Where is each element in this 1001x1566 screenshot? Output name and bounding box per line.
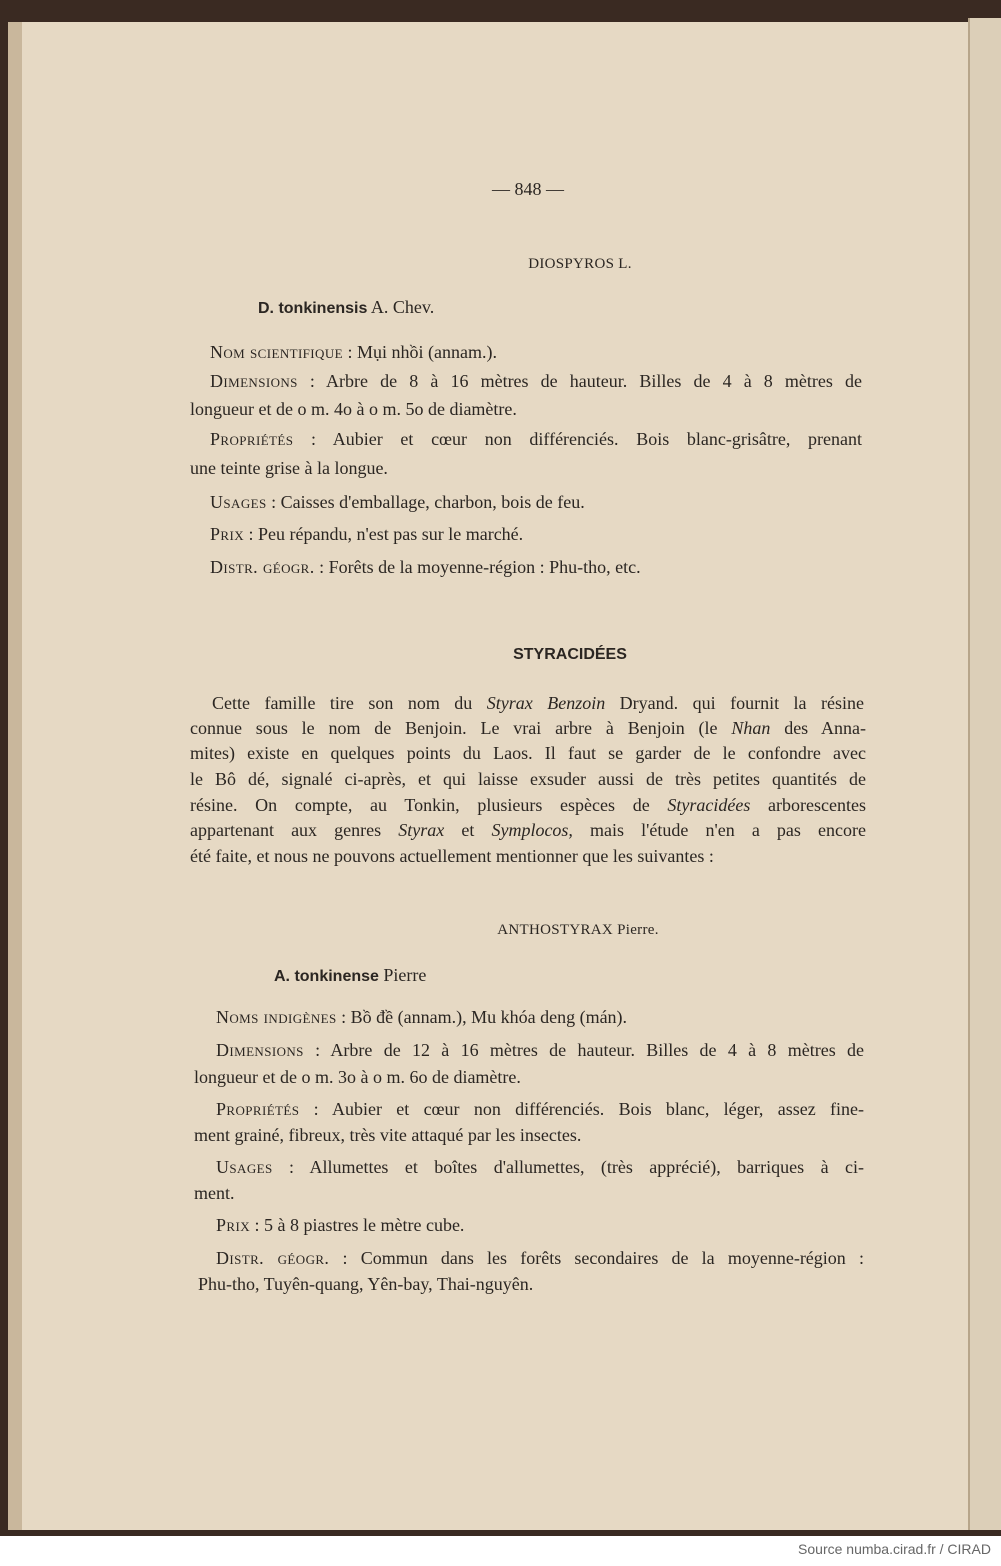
species-heading	[258, 295, 434, 321]
source-credit: Source numba.cirad.fr / CIRAD	[798, 1541, 991, 1557]
entry-proprietes: Propriétés : Aubier et cœur non différenciés. Bois blanc-grisâtre, prenant	[210, 429, 862, 449]
family-para-line-7: été faite, et nous ne pouvons actuellement mentionner que les suivantes :	[190, 846, 714, 866]
entry2-usages: Usages : Allumettes et boîtes d'allumettes, (très apprécié), barriques à ci-	[216, 1157, 864, 1177]
family-para-line-5: résine. On compte, au Tonkin, plusieurs espèces de Styracidées arborescentes	[190, 795, 867, 815]
species2-heading	[274, 963, 426, 989]
entry2-dimensions: Dimensions : Arbre de 12 à 16 mètres de hauteur. Billes de 4 à 8 mètres de	[216, 1040, 865, 1060]
entry2-distr-geogr: Distr. géogr. : Commun dans les forêts secondaires de la moyenne-région :	[216, 1248, 864, 1268]
entry-prix: Prix : Peu répandu, n'est pas sur le marché.	[210, 524, 524, 544]
family-para-line-6: appartenant aux genres Styrax et Symplocos, mais l'étude n'en a pas encore	[190, 820, 866, 840]
genus-title: DIOSPYROS L.	[528, 256, 632, 272]
page-number: — 848 —	[492, 179, 564, 199]
family-para-line-2: connue sous le nom de Benjoin. Le vrai arbre à Benjoin (le Nhan des Anna-	[190, 718, 867, 738]
entry2-proprietes-cont: ment grainé, fibreux, très vite attaqué par les insectes.	[194, 1125, 582, 1145]
family-para-line-4: le Bô dé, signalé ci-après, et qui laisse exsuder aussi de très petites quantités de	[190, 769, 866, 789]
entry-usages: Usages : Caisses d'emballage, charbon, bois de feu.	[210, 492, 585, 512]
facing-page-edge	[968, 18, 1001, 1530]
entry-proprietes-cont: une teinte grise à la longue.	[190, 458, 388, 478]
family-para-line-3: mites) existe en quelques points du Laos. Il faut se garder de le confondre avec	[190, 743, 866, 763]
family-title: STYRACIDÉES	[513, 646, 627, 663]
entry2-dimensions-cont: longueur et de o m. 3o à o m. 6o de diamètre.	[194, 1067, 521, 1087]
entry-dimensions: Dimensions : Arbre de 8 à 16 mètres de hauteur. Billes de 4 à 8 mètres de	[210, 371, 863, 391]
entry2-proprietes: Propriétés : Aubier et cœur non différenciés. Bois blanc, léger, assez fine-	[216, 1099, 864, 1119]
family-para-line-1: Cette famille tire son nom du Styrax Benzoin Dryand. qui fournit la résine	[212, 693, 864, 713]
species2-name: A. tonkinense	[274, 968, 379, 985]
entry-dimensions-cont: longueur et de o m. 4o à o m. 5o de diamètre.	[190, 399, 517, 419]
entry-nom-scientifique: Nom scientifique : Mụi nhồi (annam.).	[210, 342, 497, 362]
entry-distr-geogr: Distr. géogr. : Forêts de la moyenne-région : Phu-tho, etc.	[210, 557, 641, 577]
entry2-noms-indigenes: Noms indigènes : Bồ đề (annam.), Mu khóa deng (mán).	[216, 1007, 628, 1027]
entry2-distr-geogr-cont: Phu-tho, Tuyên-quang, Yên-bay, Thai-nguyên.	[198, 1274, 534, 1294]
genus2-title: ANTHOSTYRAX Pierre.	[497, 922, 659, 938]
entry2-usages-cont: ment.	[194, 1183, 235, 1203]
species2-author: Pierre	[383, 965, 427, 985]
species-author: A. Chev.	[370, 297, 435, 317]
species-name: D. tonkinensis	[258, 300, 368, 317]
entry2-prix: Prix : 5 à 8 piastres le mètre cube.	[216, 1215, 465, 1235]
